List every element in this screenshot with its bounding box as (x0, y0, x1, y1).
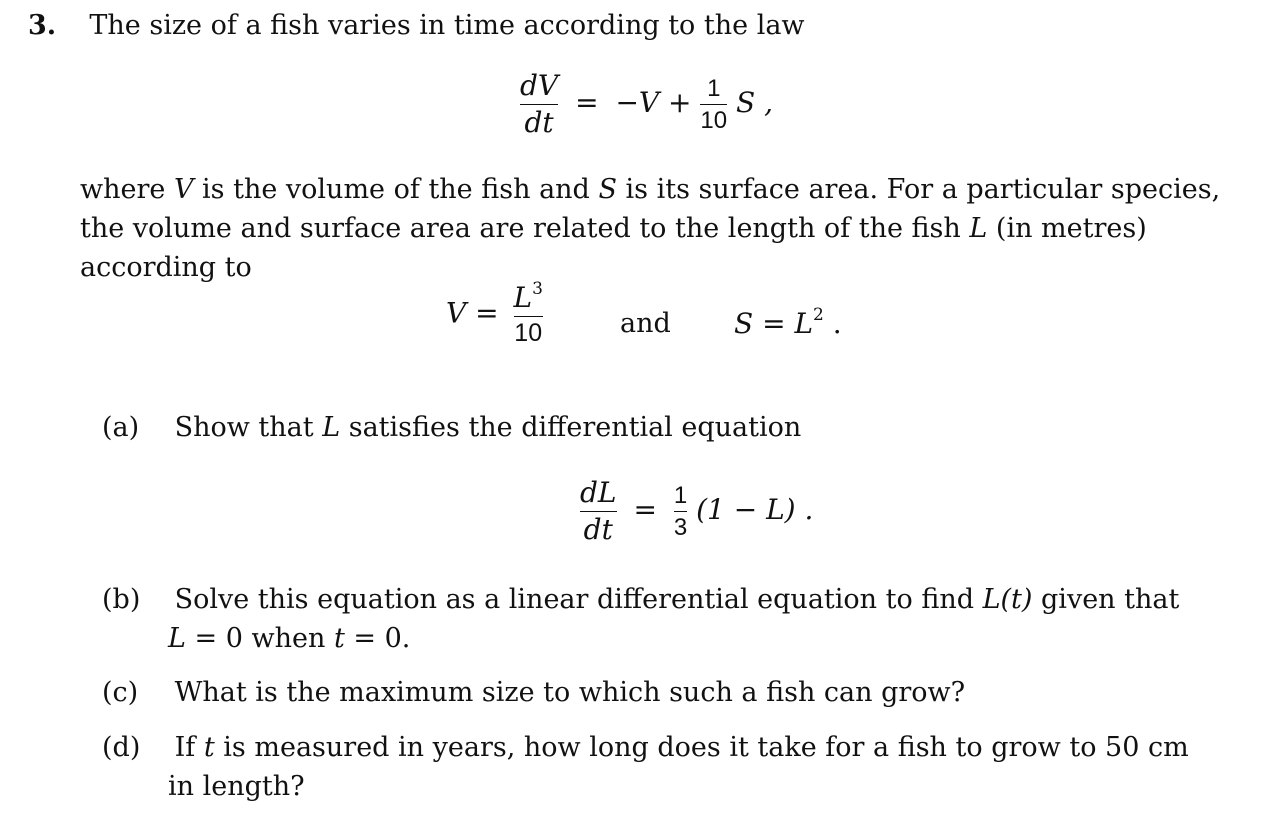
text-span: satisfies the differential equation (340, 412, 802, 443)
minus-v-term: −V + (615, 86, 692, 120)
variable-l: L (513, 281, 533, 314)
text-span: is measured in years, how long does it take for a fish to grow to 50 cm (214, 732, 1189, 763)
equation-volume-surface (446, 279, 543, 348)
fraction-one-third (674, 482, 687, 542)
paragraph-line-2 (80, 209, 1147, 249)
fraction-bar (514, 316, 543, 317)
s-term: S , (736, 86, 773, 120)
fraction-bar (580, 511, 617, 512)
variable-v: V (173, 174, 194, 205)
part-label: (c) (102, 677, 139, 708)
text-span: where (80, 174, 174, 205)
text-span: is its surface area. For a particular species, (616, 174, 1221, 205)
fraction-numerator: 1 (673, 481, 688, 509)
variable-l: L (168, 623, 186, 654)
fraction-denominator: dt (524, 106, 554, 140)
fraction-numerator: 1 (707, 74, 721, 102)
equals-sign: = (575, 86, 599, 120)
exponent: 3 (532, 279, 543, 299)
text-span: = 0 when (185, 623, 334, 654)
part-b-line-2 (168, 619, 410, 659)
text-span: according to (80, 252, 252, 283)
fraction-one-tenth (700, 75, 727, 135)
paragraph-line-1 (80, 170, 1220, 210)
v-equals: V = (446, 296, 499, 330)
function-l-of-t: L(t) (982, 584, 1033, 615)
fraction-numerator: dV (520, 69, 559, 102)
text-span: given that (1032, 584, 1180, 615)
one-minus-l-term: (1 − L) . (696, 493, 814, 527)
fraction-numerator: dL (580, 476, 617, 509)
part-label: (a) (102, 412, 140, 443)
variable-l: L (322, 412, 341, 443)
fraction-denominator: 10 (700, 107, 728, 135)
equation-volume-law (520, 70, 773, 139)
variable-l: L (969, 213, 988, 244)
variable-t: t (333, 623, 345, 654)
part-d-line-2 (168, 767, 305, 807)
fraction-denominator: dt (583, 513, 613, 547)
paragraph-line-3 (80, 248, 252, 288)
fraction-denominator: 10 (514, 319, 543, 348)
fraction-dl-dt (580, 477, 617, 546)
s-equals-l: S = L (734, 307, 814, 340)
period: . (823, 307, 842, 340)
problem-number: 3. (28, 10, 57, 41)
equals-sign: = (633, 493, 657, 527)
surface-area-expression (734, 304, 842, 344)
fraction-denominator: 3 (673, 514, 688, 542)
problem-heading (28, 6, 805, 46)
fraction-bar (700, 104, 727, 105)
fraction-l-cubed-over-10 (513, 279, 543, 348)
fraction-bar (674, 511, 687, 512)
text-span: What is the maximum size to which such a fish can grow? (174, 677, 966, 708)
text-span: Show that (174, 412, 323, 443)
exponent: 2 (813, 305, 824, 325)
problem-intro: The size of a fish varies in time according to the law (89, 10, 805, 41)
text-span: Solve this equation as a linear differential equation to find (174, 584, 983, 615)
fraction-numerator (513, 279, 543, 314)
fraction-bar (520, 104, 558, 105)
variable-s: S (598, 174, 617, 205)
part-d-line-1 (102, 728, 1189, 768)
part-label: (d) (102, 732, 141, 763)
part-a (102, 408, 801, 448)
part-c (102, 673, 965, 713)
and-word: and (620, 308, 671, 339)
text-span: = 0. (344, 623, 411, 654)
text-span: the volume and surface area are related to the length of the fish (80, 213, 970, 244)
equation-length-ode (580, 477, 813, 546)
variable-t: t (203, 732, 215, 763)
part-label: (b) (102, 584, 141, 615)
text-span: is the volume of the fish and (193, 174, 599, 205)
part-b-line-1 (102, 580, 1179, 620)
text-span: in length? (168, 771, 305, 802)
text-span: (in metres) (987, 213, 1147, 244)
text-span: If (174, 732, 204, 763)
fraction-dv-dt (520, 70, 558, 139)
